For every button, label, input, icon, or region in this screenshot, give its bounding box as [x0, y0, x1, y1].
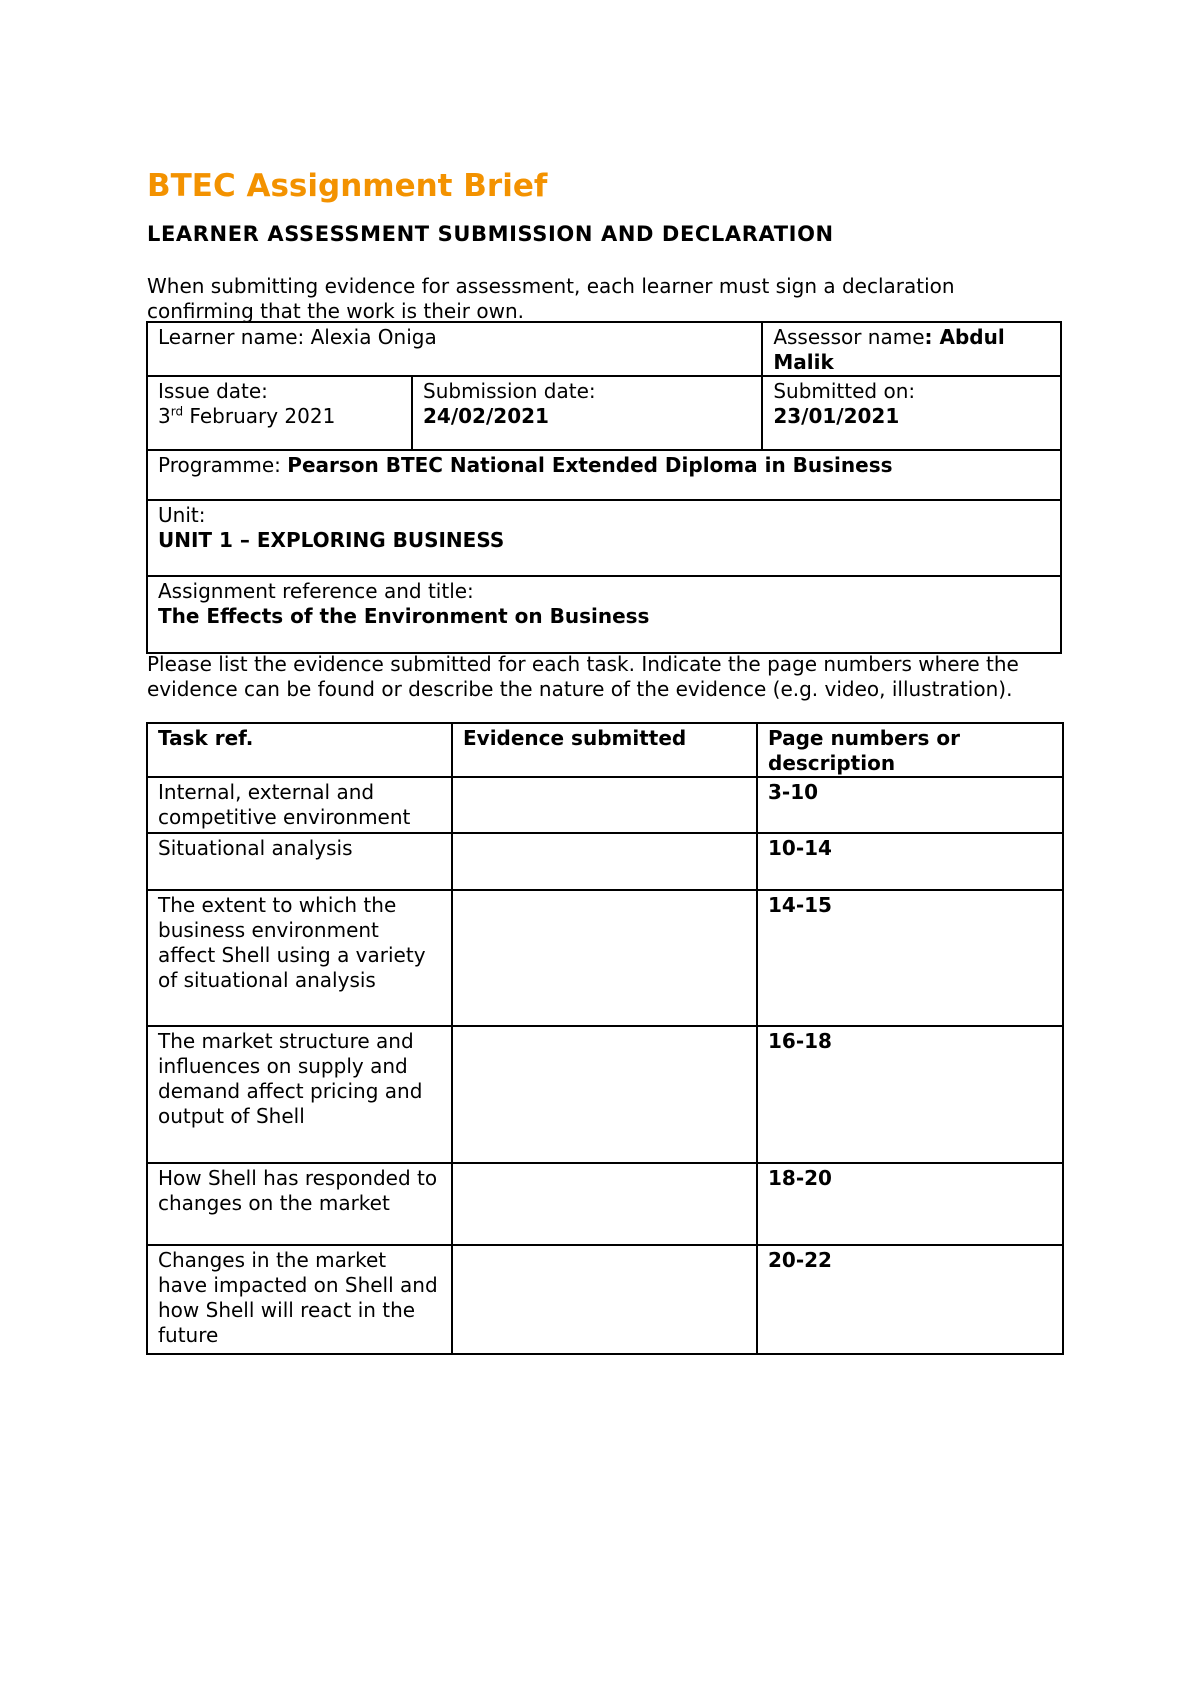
task-cell: Situational analysis: [147, 833, 452, 890]
intro-text: When submitting evidence for assessment, each learner must sign a declaration confirming that the work is their own.: [147, 274, 955, 323]
header-evidence-submitted: Evidence submitted: [452, 723, 757, 777]
evidence-cell: [452, 1245, 757, 1354]
issue-date-label: Issue date:: [158, 379, 268, 403]
issue-date-cell: [147, 376, 412, 450]
submitted-on-value: 23/01/2021: [773, 404, 900, 428]
pages-cell: 20-22: [757, 1245, 1063, 1354]
table-row: [147, 890, 1063, 1026]
table-row: [147, 777, 1063, 833]
header-page-numbers: Page numbers or description: [757, 723, 1063, 777]
learner-name-label: Learner name:: [158, 325, 311, 349]
task-cell: Changes in the market have impacted on Shell and how Shell will react in the future: [147, 1245, 452, 1354]
task-cell: Internal, external and competitive environment: [147, 777, 452, 833]
evidence-cell: [452, 1026, 757, 1163]
pages-cell: 14-15: [757, 890, 1063, 1026]
evidence-table: [146, 722, 1064, 1355]
evidence-table-header: [147, 723, 1063, 777]
table-row: [147, 833, 1063, 890]
assessor-name-cell: [762, 322, 1061, 376]
evidence-cell: [452, 1163, 757, 1245]
details-table: [146, 321, 1062, 654]
unit-value: UNIT 1 – EXPLORING BUSINESS: [158, 528, 505, 552]
task-cell: The market structure and influences on supply and demand affect pricing and output of Shell: [147, 1026, 452, 1163]
issue-date-rest: February 2021: [183, 404, 336, 428]
unit-label: Unit:: [158, 503, 206, 527]
table-row: [147, 1245, 1063, 1354]
issue-date-suffix: rd: [170, 404, 184, 419]
evidence-cell: [452, 833, 757, 890]
assessor-name-label: Assessor name: [773, 325, 925, 349]
task-cell: The extent to which the business environment affect Shell using a variety of situational analysis: [147, 890, 452, 1026]
assignment-cell: [147, 576, 1061, 653]
header-task-ref: Task ref.: [147, 723, 452, 777]
issue-date-day: 3: [158, 404, 171, 428]
issue-date-value: [158, 404, 401, 429]
unit-cell: [147, 500, 1061, 576]
pages-cell: 10-14: [757, 833, 1063, 890]
submission-date-value: 24/02/2021: [423, 404, 549, 428]
programme-label: Programme:: [158, 453, 288, 477]
learner-name-cell: [147, 322, 762, 376]
pages-cell: 18-20: [757, 1163, 1063, 1245]
submitted-on-label: Submitted on:: [773, 379, 916, 403]
table-row: [147, 1163, 1063, 1245]
assignment-label: Assignment reference and title:: [158, 579, 474, 603]
learner-name-value: Alexia Oniga: [310, 325, 437, 349]
submitted-on-cell: [762, 376, 1061, 450]
assignment-value: The Effects of the Environment on Business: [158, 604, 650, 628]
evidence-instructions: Please list the evidence submitted for each task. Indicate the page numbers where the evidence can be found or describe the nature of the evidence (e.g. video, illustration).: [147, 652, 1019, 701]
document-title: BTEC Assignment Brief: [147, 168, 548, 204]
section-heading: LEARNER ASSESSMENT SUBMISSION AND DECLARATION: [147, 222, 834, 246]
submission-date-label: Submission date:: [423, 379, 596, 403]
assessor-name-value: : Abdul Malik: [773, 325, 1005, 374]
pages-cell: 16-18: [757, 1026, 1063, 1163]
programme-cell: [147, 450, 1061, 500]
task-cell: How Shell has responded to changes on the market: [147, 1163, 452, 1245]
programme-value: Pearson BTEC National Extended Diploma in Business: [287, 453, 893, 477]
submission-date-cell: [412, 376, 762, 450]
table-row: [147, 1026, 1063, 1163]
evidence-cell: [452, 777, 757, 833]
pages-cell: 3-10: [757, 777, 1063, 833]
evidence-cell: [452, 890, 757, 1026]
